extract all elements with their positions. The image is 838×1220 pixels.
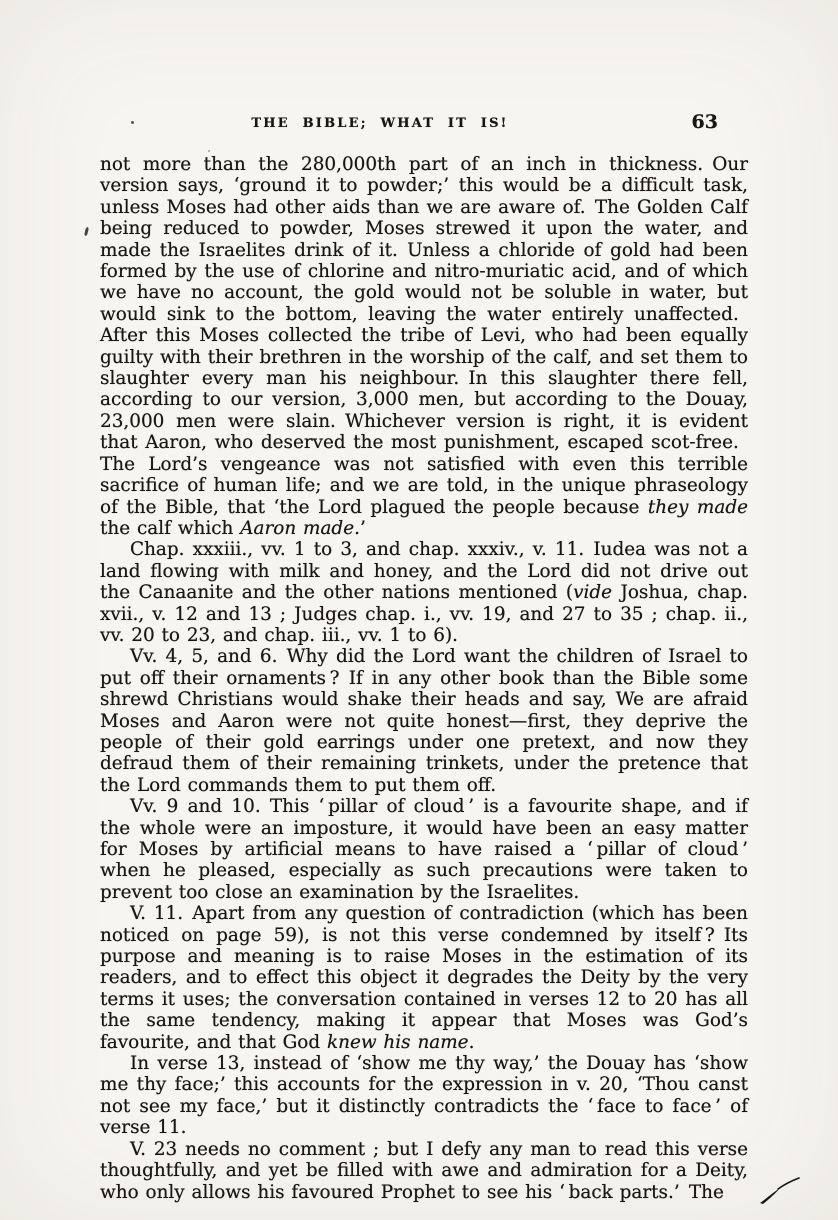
paragraph-v-23 xyxy=(100,1139,748,1203)
paragraph-vv-4-5-6 xyxy=(100,646,748,796)
paragraph-golden-calf xyxy=(100,154,748,539)
text-run: V. 23 needs no comment ; but I defy any man to read this verse thoughtfully, and yet be filled with awe and admiration for a Deity, who only allows his favoured Prophet to see his ‘ back parts.’ The xyxy=(100,1138,748,1203)
page-number: 63 xyxy=(691,111,718,133)
text-run: In verse 13, instead of ‘show me thy way,’ the Douay has ‘show me thy face;’ this accounts for the expression in v. 20, ‘Thou canst not see my face,’ but it distinctly contradicts the ‘ face to face ’ of verse 11. xyxy=(100,1053,748,1139)
italic-text-run: Aaron made. xyxy=(240,517,360,539)
running-header-title: THE BIBLE; WHAT IT IS! xyxy=(251,116,509,131)
pen-stroke-mark xyxy=(758,1176,802,1206)
paragraph-chap-xxxiii xyxy=(100,539,748,646)
text-run: ’ xyxy=(359,517,366,539)
italic-text-run: they made xyxy=(647,496,748,518)
text-run: . xyxy=(468,1031,475,1053)
text-run: V. 11. Apart from any question of contradiction (which has been noticed on page 59), is not this verse condemned by itself ? Its purpose and meaning is to raise Moses in the estimation of its readers, and to effect this object it degrades the Deity by the very terms it uses; the conversation contained in verses 12 to 20 has all the same tendency, making it appear that Moses was God’s favourite, and that God xyxy=(100,903,748,1053)
paragraph-verse-13 xyxy=(100,1053,748,1139)
paragraph-vv-9-10 xyxy=(100,796,748,903)
text-run: Joshua, chap. xvii., v. 12 and 13 ; Judges chap. i., vv. 19, and 27 to 35 ; chap. ii., vv. 20 to 23, and chap. iii., vv. 1 to 6). xyxy=(100,582,748,646)
ink-speck xyxy=(208,150,210,152)
text-run: Vv. 9 and 10. This ‘ pillar of cloud ’ is a favourite shape, and if the whole were an imposture, it would have been an easy matter for Moses by artificial means to have raised a ‘ pillar of cloud ’ when he pleased, especially as such precautions were taken to prevent too close an examination by the Israelites. xyxy=(100,796,748,903)
text-run: not more than the 280,000th part of an inch in thickness. Our version says, ‘ground it to powder;’ this would be a difficult task, unless Moses had other aids than we are aware of. The Golden Calf being reduced to powder, Moses strewed it upon the water, and made the Israelites drink of it. Unless a chloride of gold had been formed by the use of chlorine and nitro-muriatic acid, and of which we have no account, the gold would not be soluble in water, but would sink to the bottom, leaving the water entirely unaffected. After this Moses collected the tribe of Levi, who had been equally guilty with their brethren in the worship of the calf, and set them to slaughter every man his neighbour. In this slaughter there fell, according to our version, 3,000 men, but according to the Douay, 23,000 men were slain. Whichever version is right, it is evident that Aaron, who deserved the most punishment, escaped scot-free. The Lord’s vengeance was not satisfied with even this terrible sacrifice of human life; and we are told, in the unique phraseology of the Bible, that ‘the Lord plagued the people because xyxy=(100,154,748,518)
italic-text-run: knew his name xyxy=(326,1031,469,1053)
margin-tick-artifact xyxy=(84,227,89,236)
page-body-text xyxy=(100,154,748,1203)
italic-text-run: vide xyxy=(573,582,613,604)
paragraph-v-11 xyxy=(100,903,748,1053)
text-run: Vv. 4, 5, and 6. Why did the Lord want the children of Israel to put off their ornaments ? If in any other book than the Bible some shrewd Christians would shake their heads and say, We are afraid Moses and Aaron were not quite honest—first, they deprive the people of their gold earrings under one pretext, and now they defraud them of their remaining trinkets, under the pretence that the Lord commands them to put them off. xyxy=(100,646,748,796)
text-run: the calf which xyxy=(100,517,241,539)
ink-speck xyxy=(131,121,134,124)
text-run: Chap. xxxiii., vv. 1 to 3, and chap. xxxiv., v. 11. Iudea was not a land flowing with milk and honey, and the Lord did not drive out the Canaanite and the other nations mentioned ( xyxy=(100,539,748,604)
